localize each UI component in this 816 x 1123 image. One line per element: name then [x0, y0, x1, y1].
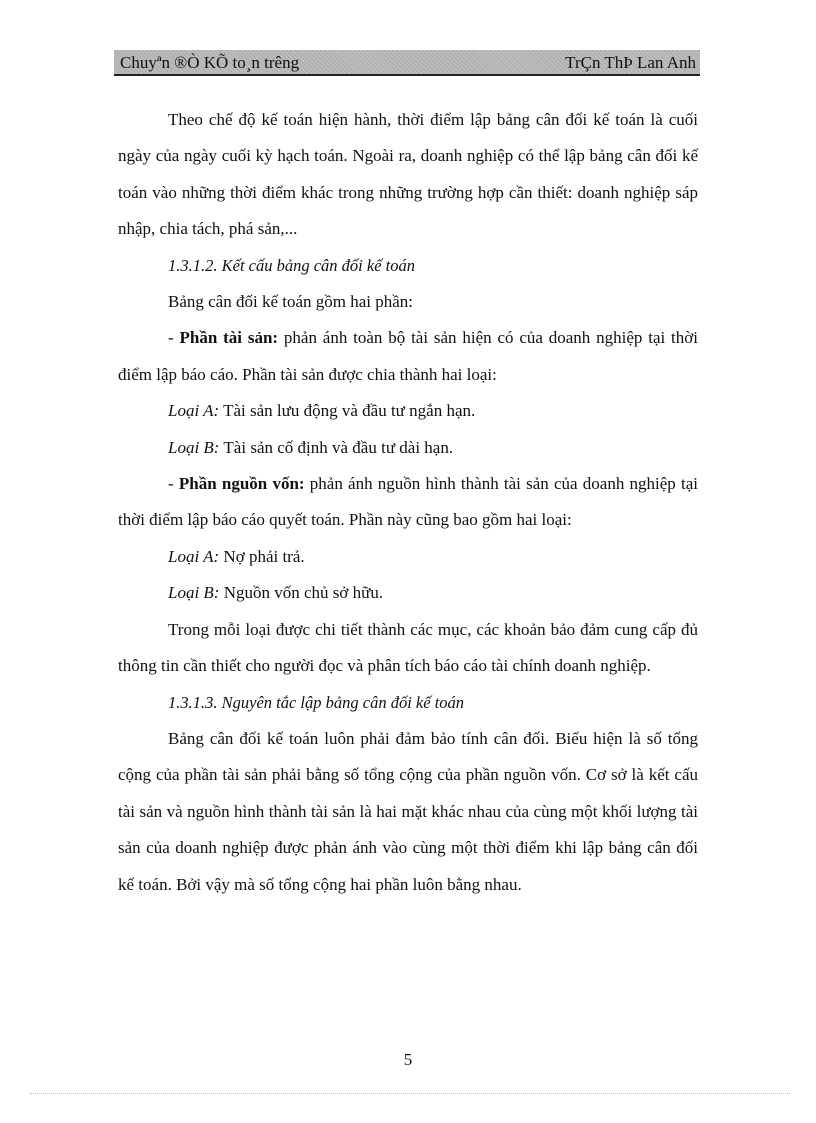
paragraph-item-details: Trong mỗi loại được chi tiết thành các mục, các khoản bảo đảm cung cấp đủ thông tin cần thiết cho người đọc và phân tích báo cáo tài chính doanh nghiệp. — [118, 619, 698, 676]
asset-type-b-text: Tài sản cố định và đầu tư dài hạn. — [219, 437, 454, 457]
section-heading-structure: 1.3.1.2. Kết cấu bảng cân đối kế toán — [168, 255, 416, 275]
asset-type-a-label: Loại A: — [168, 401, 220, 421]
paragraph-balance-principle: Bảng cân đối kế toán luôn phải đảm bảo tính cân đối. Biểu hiện là số tổng cộng của phần tài sản phải bằng số tổng cộng của phần nguồn vốn. Cơ sở là kết cấu tài sản và nguồn hình thành tài sản là hai mặt khác nhau của cùng một khối lượng tài sản của doanh nghiệp được phản ánh vào cùng một thời điểm khi lập bảng cân đối kế toán. Bởi vậy mà số tổng cộng hai phần luôn bằng nhau. — [118, 728, 698, 894]
capital-type-b — [118, 575, 698, 611]
bullet-assets-text: phản ánh toàn bộ tài sản hiện có của doanh nghiệp tại thời điểm lập báo cáo. Phần tài sản được chia thành hai loại: — [118, 328, 698, 384]
capital-type-a-label: Loại A: — [168, 546, 220, 566]
page-body — [118, 102, 698, 903]
bullet-assets — [118, 320, 698, 393]
bullet-dash: - — [168, 328, 180, 348]
paragraph-two-parts: Bảng cân đối kế toán gồm hai phần: — [168, 292, 414, 312]
bullet-capital-sources — [118, 466, 698, 539]
header-author-name: TrÇn ThÞ Lan Anh — [565, 53, 696, 72]
capital-type-b-text: Nguồn vốn chủ sở hữu. — [219, 583, 384, 603]
bullet-assets-label: Phần tài sản: — [179, 328, 279, 348]
page-number: 5 — [403, 1050, 413, 1069]
capital-type-b-label: Loại B: — [168, 583, 220, 603]
asset-type-a — [118, 393, 698, 429]
asset-type-b-label: Loại B: — [168, 437, 220, 457]
capital-type-a-text: Nợ phải trả. — [219, 546, 305, 566]
asset-type-b — [118, 430, 698, 466]
asset-type-a-text: Tài sản lưu động và đầu tư ngắn hạn. — [219, 401, 476, 421]
paragraph-reporting-time: Theo chế độ kế toán hiện hành, thời điểm lập bảng cân đối kế toán là cuối ngày của ngày cuối kỳ hạch toán. Ngoài ra, doanh nghiệp có thể lập bảng cân đối kế toán vào những thời điểm khác trong những trường hợp cần thiết: doanh nghiệp sáp nhập, chia tách, phá sản,... — [118, 110, 698, 239]
bullet-dash: - — [168, 474, 179, 494]
section-heading-principles: 1.3.1.3. Nguyên tắc lập bảng cân đối kế toán — [168, 692, 465, 712]
footer-divider — [30, 1093, 790, 1094]
header-document-title: Chuyªn ®Ò KÕ to¸n trêng — [120, 53, 300, 72]
bullet-capital-text: phản ánh nguồn hình thành tài sản của doanh nghiệp tại thời điểm lập báo cáo quyết toán. Phần này cũng bao gồm hai loại: — [118, 474, 698, 530]
page-header — [114, 50, 700, 76]
bullet-capital-label: Phần nguồn vốn: — [178, 474, 305, 494]
capital-type-a — [118, 539, 698, 575]
